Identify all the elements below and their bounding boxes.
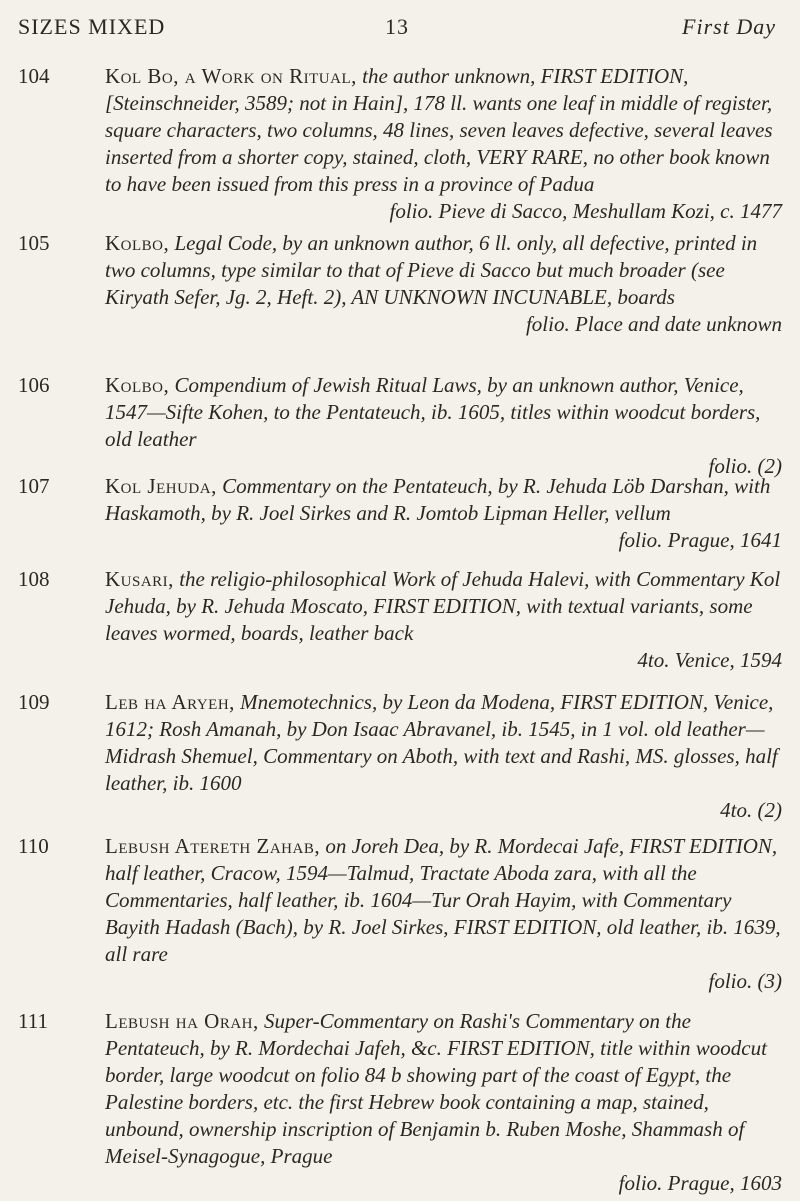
lot-number: 104 (18, 64, 50, 88)
lot-number: 106 (18, 373, 50, 397)
lot-format: folio. Prague, 1641 (618, 528, 782, 552)
lot-number: 110 (18, 834, 49, 858)
lot-entry (18, 63, 784, 225)
lot-entry (18, 1008, 784, 1197)
lot-body: Mnemotechnics, by Leon da Modena, FIRST EDITION, Venice, 1612; Rosh Amanah, by Don Isaac Abravanel, ib. 1545, in 1 vol. old leather—Midrash Shemuel, Commentary on Aboth, with text and Rashi, MS. glosses, half leather, ib. 1600 (105, 690, 778, 795)
header-right: First Day (682, 14, 776, 39)
lot-number: 111 (18, 1009, 48, 1033)
lot-title: Kusari, (105, 567, 174, 591)
lot-number: 108 (18, 567, 50, 591)
lot-title: Kolbo, (105, 231, 170, 255)
lot-title: Lebush ha Orah, (105, 1009, 259, 1033)
lot-number: 105 (18, 231, 50, 255)
lot-body: the religio-philosophical Work of Jehuda Halevi, with Commentary Kol Jehuda, by R. Jehuda Moscato, FIRST EDITION, with textual variants, some leaves wormed, boards, leather back (105, 567, 781, 645)
lot-description (105, 372, 784, 480)
lot-format: folio. Pieve di Sacco, Meshullam Kozi, c. 1477 (389, 199, 782, 223)
lot-title: Kol Jehuda, (105, 474, 217, 498)
lot-number: 107 (18, 474, 50, 498)
lot-title: Lebush Atereth Zahab, (105, 834, 321, 858)
lot-body: Commentary on the Pentateuch, by R. Jehuda Löb Darshan, with Haskamoth, by R. Joel Sirkes and R. Jomtob Lipman Heller, vellum (105, 474, 771, 525)
lot-title: Kolbo, (105, 373, 170, 397)
lot-body: Compendium of Jewish Ritual Laws, by an unknown author, Venice, 1547—Sifte Kohen, to the Pentateuch, ib. 1605, titles within woodcut borders, old leather (105, 373, 761, 451)
lot-description (105, 566, 784, 674)
lot-entry (18, 473, 784, 554)
lot-description (105, 689, 784, 824)
page-number: 13 (385, 14, 409, 39)
lot-description (105, 230, 784, 338)
lot-entry (18, 689, 784, 824)
lot-body: Super-Commentary on Rashi's Commentary on the Pentateuch, by R. Mordechai Jafeh, &c. FIRST EDITION, title within woodcut border, large woodcut on folio 84 b showing part of the coast of Egypt, the Palestine borders, etc. the first Hebrew book containing a map, stained, unbound, ownership inscription of Benjamin b. Ruben Moshe, Shammash of Meisel-Synagogue, Prague (105, 1009, 767, 1168)
lot-body: Legal Code, by an unknown author, 6 ll. only, all defective, printed in two columns, type similar to that of Pieve di Sacco but much broader (see Kiryath Sefer, Jg. 2, Heft. 2), AN UNKNOWN INCUNABLE, boards (105, 231, 758, 309)
lot-description (105, 1008, 784, 1197)
lot-description (105, 473, 784, 554)
lot-title: Leb ha Aryeh, (105, 690, 235, 714)
lot-format: folio. Prague, 1603 (618, 1171, 782, 1195)
lot-title: Kol Bo, a Work on Ritual, (105, 64, 357, 88)
lot-format: folio. Place and date unknown (525, 312, 782, 336)
lot-number: 109 (18, 690, 50, 714)
lot-entry (18, 230, 784, 338)
page-header (18, 14, 776, 44)
lot-description (105, 833, 784, 995)
lot-entry (18, 372, 784, 480)
header-left: SIZES MIXED (18, 14, 166, 39)
lot-body: on Joreh Dea, by R. Mordecai Jafe, FIRST EDITION, half leather, Cracow, 1594—Talmud, Tractate Aboda zara, with all the Commentaries, half leather, ib. 1604—Tur Orah Hayim, with Commentary Bayith Hadash (Bach), by R. Joel Sirkes, FIRST EDITION, old leather, ib. 1639, all rare (105, 834, 781, 966)
lot-format: 4to. (2) (720, 798, 782, 822)
lot-entry (18, 566, 784, 674)
lot-format: 4to. Venice, 1594 (637, 648, 782, 672)
lot-description (105, 63, 784, 225)
lot-entry (18, 833, 784, 995)
lot-format: folio. (3) (708, 969, 782, 993)
lot-format: folio. (2) (708, 454, 782, 478)
lot-body: the author unknown, FIRST EDITION, [Steinschneider, 3589; not in Hain], 178 ll. wants one leaf in middle of register, square characters, two columns, 48 lines, seven leaves defective, several leaves inserted from a shorter copy, stained, cloth, VERY RARE, no other book known to have been issued from this press in a province of Padua (105, 64, 773, 196)
